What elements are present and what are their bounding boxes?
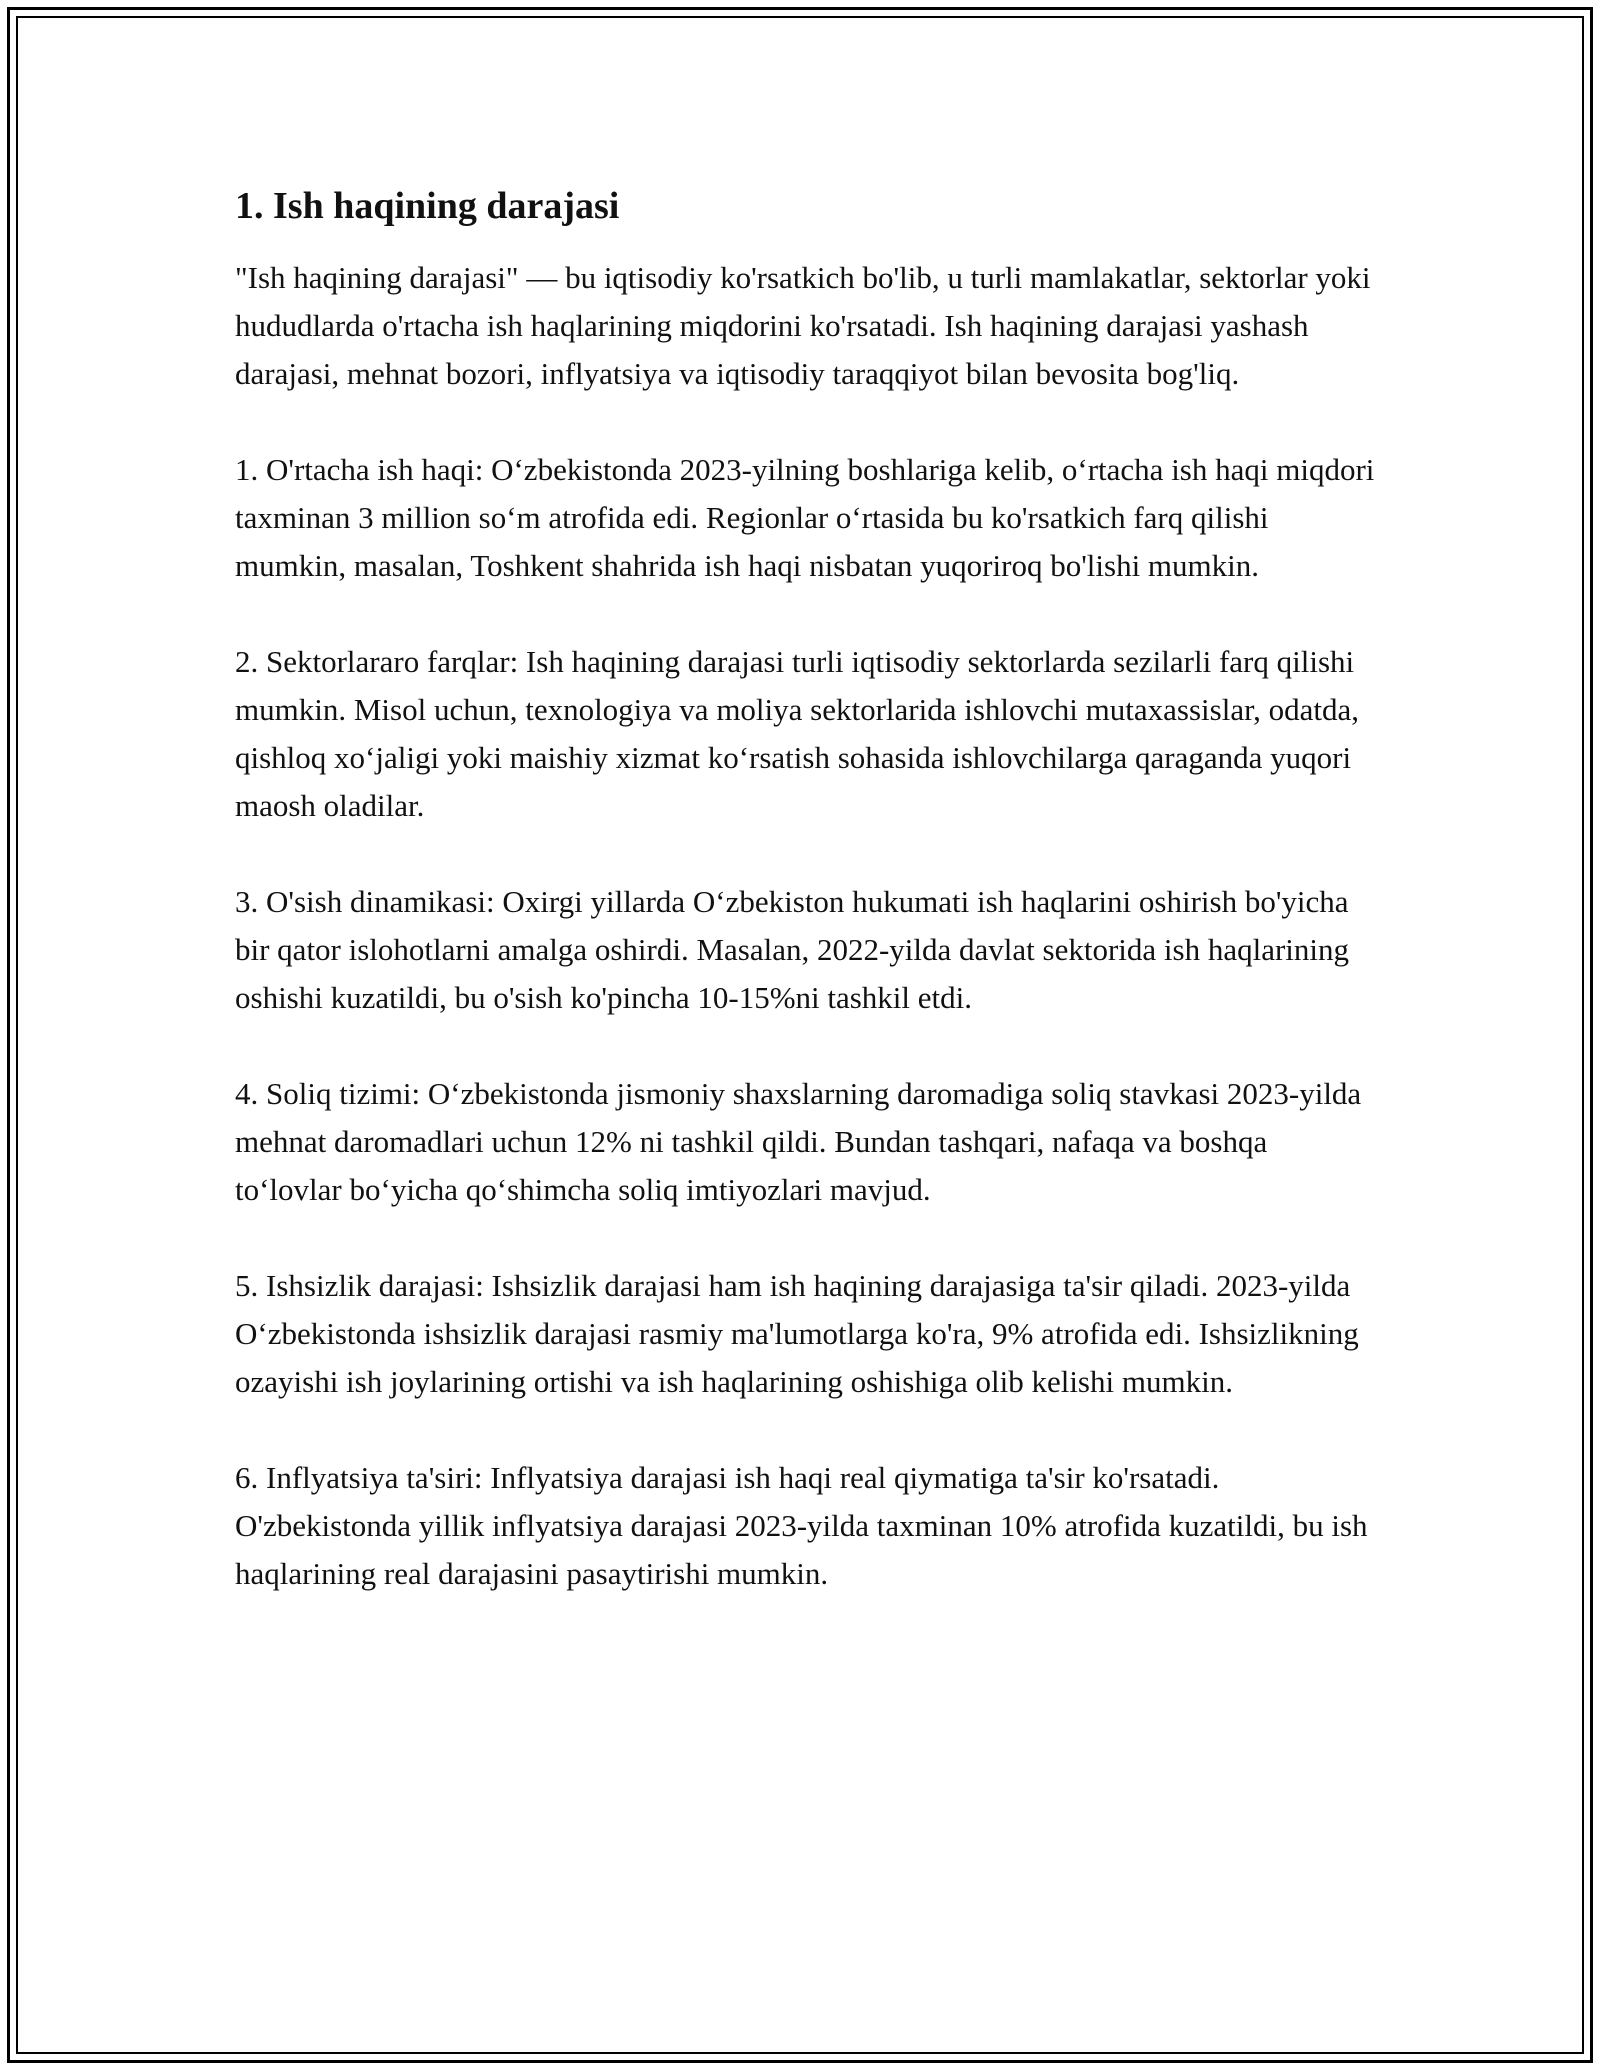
section-heading: 1. Ish haqining darajasi — [235, 185, 620, 227]
document-body — [235, 182, 1375, 1646]
paragraph-unemployment: 5. Ishsizlik darajasi: Ishsizlik darajasi ham ish haqining darajasiga ta'sir qiladi. 2023-yilda O‘zbekistonda ishsizlik darajasi rasmiy ma'lumotlarga ko'ra, 9% atrofida edi. Ishsizlikning ozayishi ish joylarining ortishi va ish haqlarining oshishiga olib kelishi mumkin. — [235, 1268, 1359, 1399]
paragraph-tax-system: 4. Soliq tizimi: O‘zbekistonda jismoniy shaxslarning daromadiga soliq stavkasi 2023-yilda mehnat daromadlari uchun 12% ni tashkil qildi. Bundan tashqari, nafaqa va boshqa to‘lovlar bo‘yicha qo‘shimcha soliq imtiyozlari mavjud. — [235, 1076, 1362, 1207]
paragraph-sector-differences: 2. Sektorlararo farqlar: Ish haqining darajasi turli iqtisodiy sektorlarda sezilarli farq qilishi mumkin. Misol uchun, texnologiya va moliya sektorlarida ishlovchi mutaxassislar, odatda, qishloq xo‘jaligi yoki maishiy xizmat ko‘rsatish sohasida ishlovchilarga qaraganda yuqori maosh oladilar. — [235, 644, 1360, 823]
paragraph-growth-dynamics: 3. O'sish dinamikasi: Oxirgi yillarda O‘zbekiston hukumati ish haqlarini oshirish bo'yicha bir qator islohotlarni amalga oshirdi. Masalan, 2022-yilda davlat sektorida ish haqlarining oshishi kuzatildi, bu o'sish ko'pincha 10-15%ni tashkil etdi. — [235, 884, 1350, 1015]
paragraph-inflation: 6. Inflyatsiya ta'siri: Inflyatsiya darajasi ish haqi real qiymatiga ta'sir ko'rsatadi. O'zbekistonda yillik inflyatsiya darajasi 2023-yilda taxminan 10% atrofida kuzatildi, bu ish haqlarining real darajasini pasaytirishi mumkin. — [235, 1460, 1368, 1591]
intro-paragraph: "Ish haqining darajasi" — bu iqtisodiy ko'rsatkich bo'lib, u turli mamlakatlar, sektorlar yoki hududlarda o'rtacha ish haqlarining miqdorini ko'rsatadi. Ish haqining darajasi yashash darajasi, mehnat bozori, inflyatsiya va iqtisodiy taraqqiyot bilan bevosita bog'liq. — [235, 260, 1371, 391]
paragraph-average-wage: 1. O'rtacha ish haqi: O‘zbekistonda 2023-yilning boshlariga kelib, o‘rtacha ish haqi miqdori taxminan 3 million so‘m atrofida edi. Regionlar o‘rtasida bu ko'rsatkich farq qilishi mumkin, masalan, Toshkent shahrida ish haqi nisbatan yuqoriroq bo'lishi mumkin. — [235, 452, 1375, 583]
